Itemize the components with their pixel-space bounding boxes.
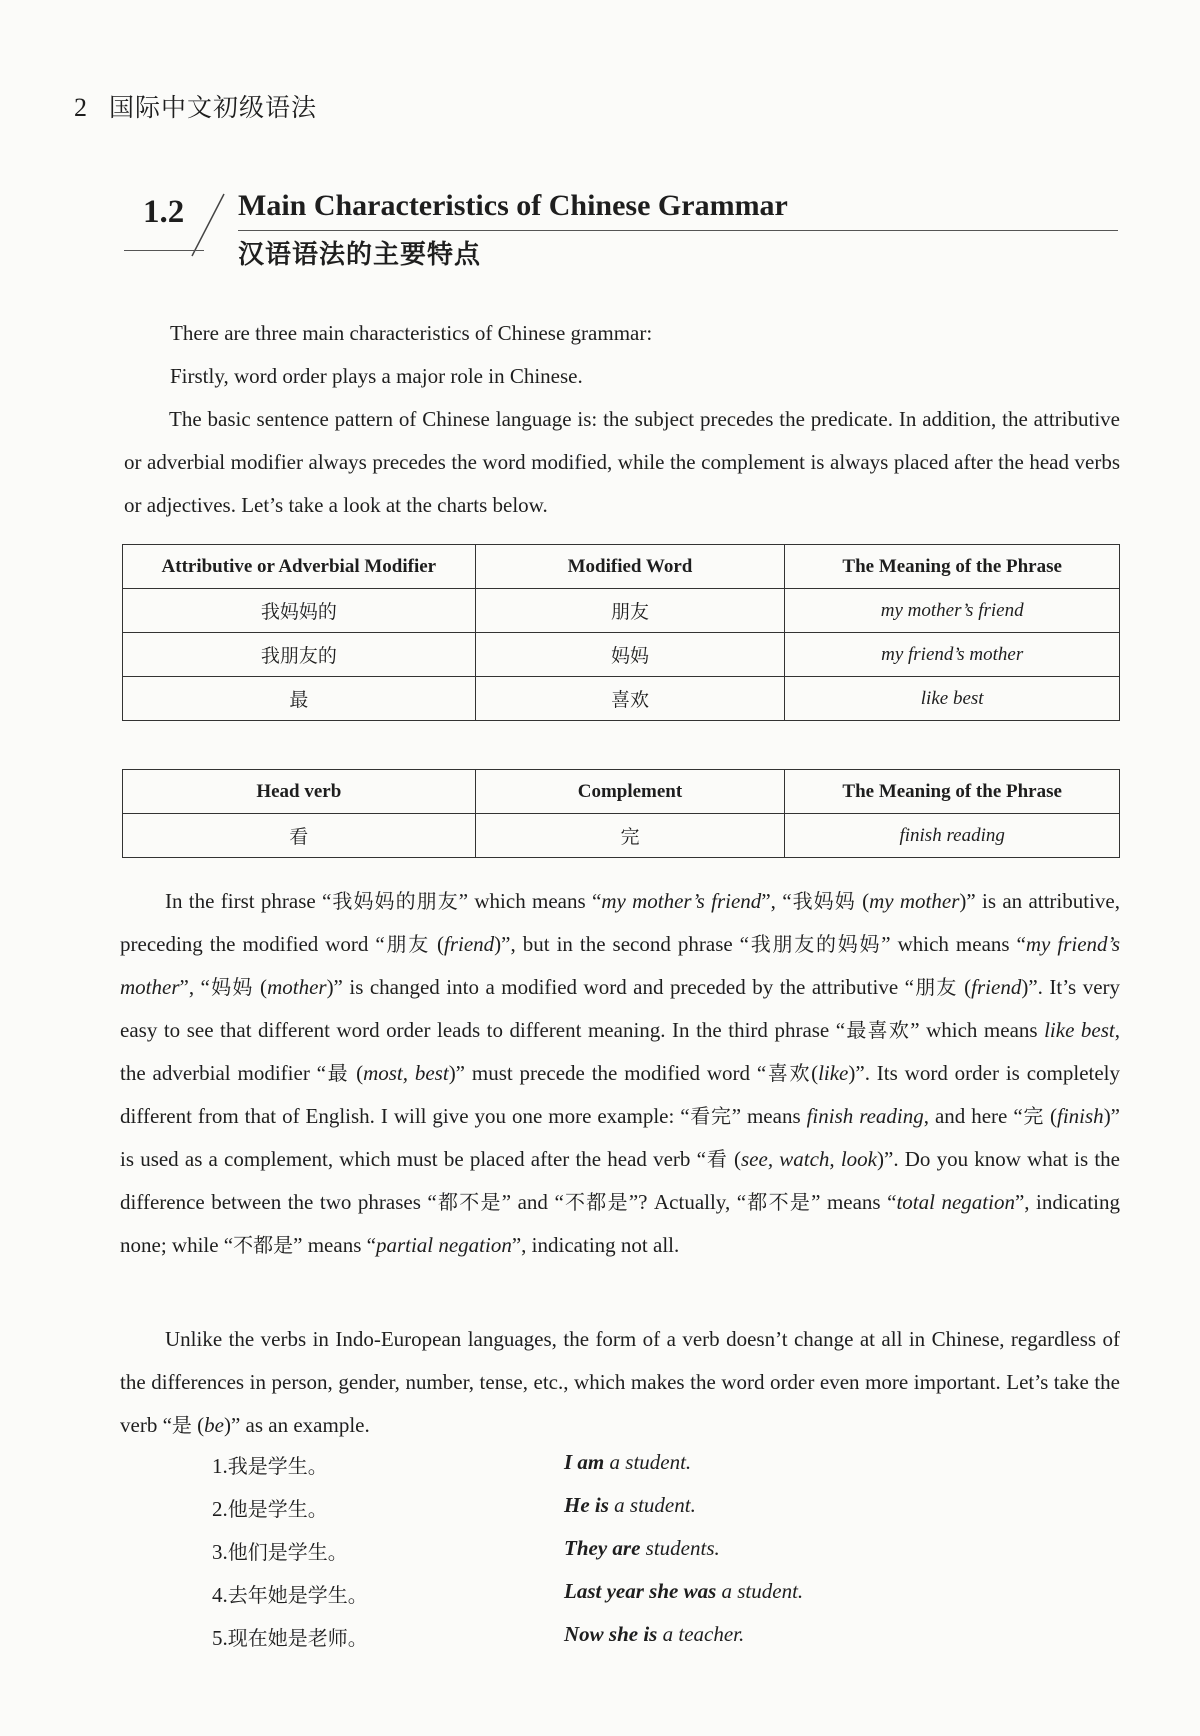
chinese-text: 是 [171, 1413, 192, 1437]
table-header-row [123, 770, 1120, 814]
chinese-text: 不都是 [563, 1190, 629, 1214]
italic-term: partial negation [375, 1233, 512, 1257]
table-row [123, 589, 1120, 633]
intro-line-2: Firstly, word order plays a major role in Chinese. [170, 364, 583, 388]
text-run: ”, indicating none; while “ [120, 1190, 1121, 1257]
text-run: , the adverbial modifier “ [120, 1018, 1121, 1085]
modifier-table [122, 544, 1120, 721]
example-number: 4. [212, 1583, 228, 1607]
italic-term: friend [444, 932, 495, 956]
example-number: 2. [212, 1497, 228, 1521]
table-cell: 我妈妈的 [123, 589, 476, 633]
explanation-paragraph [120, 880, 1120, 1267]
chinese-text: 朋友 [913, 975, 958, 999]
italic-term: friend [971, 975, 1022, 999]
example-chinese: 他是学生。 [227, 1497, 328, 1521]
book-title: 国际中文初级语法 [109, 93, 318, 122]
text-run: ( [191, 1413, 205, 1437]
chinese-text: 我妈妈 [791, 889, 856, 913]
text-run: In the first phrase “ [165, 889, 332, 913]
chinese-text: 都不是 [746, 1190, 812, 1214]
example-number: 3. [212, 1540, 228, 1564]
example-sentence [212, 1493, 696, 1522]
italic-term: finish reading [806, 1104, 924, 1128]
italic-term: my mother [869, 889, 960, 913]
example-english-rest: a student. [608, 1493, 696, 1517]
italic-term: like best [1044, 1018, 1115, 1042]
chinese-text: 看 [705, 1147, 728, 1171]
chinese-text: 我朋友的妈妈 [749, 932, 882, 956]
italic-term: finish [1057, 1104, 1104, 1128]
text-run: )” is changed into a modified word and preceded by the attributive “ [326, 975, 914, 999]
example-english-emphasis: Last year she was [564, 1579, 717, 1603]
page-number: 2 [74, 93, 87, 122]
example-english [564, 1579, 803, 1604]
italic-term: see, watch, look [741, 1147, 877, 1171]
italic-term: be [204, 1413, 224, 1437]
table-cell: my mother’s friend [785, 589, 1120, 633]
table-header-cell: Attributive or Adverbial Modifier [123, 545, 476, 589]
italic-term: like [818, 1061, 849, 1085]
section-title-en: Main Characteristics of Chinese Grammar [238, 189, 788, 222]
table-cell: 喜欢 [475, 677, 785, 721]
table-cell: like best [785, 677, 1120, 721]
example-chinese: 现在她是老师。 [227, 1626, 368, 1650]
table-cell: 看 [123, 814, 476, 858]
table-row [123, 677, 1120, 721]
text-run: ( [855, 889, 870, 913]
example-english [564, 1536, 720, 1561]
heading-rule [238, 230, 1118, 231]
text-run: ” means “ [811, 1190, 897, 1214]
text-run: ” means [731, 1104, 807, 1128]
table-header-cell: The Meaning of the Phrase [785, 770, 1120, 814]
table-row [123, 633, 1120, 677]
table-header-cell: The Meaning of the Phrase [785, 545, 1120, 589]
chinese-text: 不都是 [233, 1233, 294, 1257]
example-number: 1. [212, 1454, 228, 1478]
section-title-zh: 汉语语法的主要特点 [238, 240, 482, 270]
heading-rule-left [124, 250, 204, 251]
chinese-text: 朋友 [384, 932, 430, 956]
example-sentence [212, 1622, 745, 1651]
text-run: ” which means “ [458, 889, 602, 913]
text-run: Unlike the verbs in Indo-European languages, the form of a verb doesn’t change at all in Chinese, regardless of the differences in person, gender, number, tense, etc., which makes the word order even more important. Let’s take the verb “ [120, 1327, 1120, 1437]
text-run: ”, indicating not all. [511, 1233, 680, 1257]
example-english-emphasis: Now she is [564, 1622, 658, 1646]
table-cell: 最 [123, 677, 476, 721]
text-run: ( [253, 975, 268, 999]
text-run: ( [349, 1061, 364, 1085]
example-english [564, 1493, 696, 1518]
text-run: ”, “ [761, 889, 792, 913]
table-header-cell: Head verb [123, 770, 476, 814]
example-sentence [212, 1536, 720, 1565]
chinese-text: 喜欢 [766, 1061, 812, 1085]
example-english-rest: a student. [604, 1450, 692, 1474]
table-header-row [123, 545, 1120, 589]
example-english-emphasis: They are [564, 1536, 641, 1560]
verb-form-paragraph [120, 1318, 1120, 1447]
intro-line-1: There are three main characteristics of Chinese grammar: [170, 321, 653, 345]
example-english [564, 1450, 691, 1475]
chinese-text: 都不是 [436, 1190, 502, 1214]
example-english-rest: a student. [716, 1579, 804, 1603]
table-cell: finish reading [785, 814, 1120, 858]
example-english-emphasis: He is [564, 1493, 609, 1517]
example-english-rest: students. [640, 1536, 720, 1560]
text-run: )”. Do you know what is the difference between the two phrases “ [120, 1147, 1120, 1214]
chinese-text: 我妈妈的朋友 [331, 889, 459, 913]
text-run: ( [430, 932, 444, 956]
italic-term: total negation [896, 1190, 1015, 1214]
text-run: ” and “ [501, 1190, 564, 1214]
italic-term: my mother’s friend [601, 889, 762, 913]
example-chinese: 去年她是学生。 [227, 1583, 368, 1607]
table-cell: 朋友 [475, 589, 785, 633]
example-chinese: 他们是学生。 [227, 1540, 348, 1564]
text-run: )”. Its word order is completely different from that of English. I will give you one more example: “ [120, 1061, 1121, 1128]
text-run: )” is used as a complement, which must be placed after the head verb “ [120, 1104, 1121, 1171]
text-run: ( [1044, 1104, 1057, 1128]
text-run: ( [957, 975, 972, 999]
italic-term: most, best [363, 1061, 449, 1085]
text-run: ( [811, 1061, 819, 1085]
chinese-text: 妈妈 [209, 975, 254, 999]
example-chinese: 我是学生。 [227, 1454, 328, 1478]
text-run: ” which means “ [881, 932, 1026, 956]
text-run: )” is an attributive, preceding the modified word “ [120, 889, 1121, 956]
table-cell: 完 [475, 814, 785, 858]
chinese-text: 最 [326, 1061, 350, 1085]
table-cell: my friend’s mother [785, 633, 1120, 677]
text-run: ( [727, 1147, 741, 1171]
text-run: )” as an example. [223, 1413, 370, 1437]
example-sentence [212, 1450, 692, 1479]
text-run: ” which means [910, 1018, 1045, 1042]
table-header-cell: Complement [475, 770, 785, 814]
table-cell: 我朋友的 [123, 633, 476, 677]
table-header-cell: Modified Word [475, 545, 785, 589]
example-english-rest: a teacher. [657, 1622, 745, 1646]
chinese-text: 完 [1022, 1104, 1045, 1128]
running-header [74, 88, 317, 124]
example-sentence [212, 1579, 804, 1608]
chinese-text: 看完 [689, 1104, 732, 1128]
text-run: ”? Actually, “ [628, 1190, 747, 1214]
italic-term: my friend’s mother [120, 932, 1120, 999]
text-run: ” means “ [293, 1233, 376, 1257]
complement-table [122, 769, 1120, 858]
text-run: ”, “ [179, 975, 210, 999]
chinese-text: 最喜欢 [845, 1018, 911, 1042]
table-cell: 妈妈 [475, 633, 785, 677]
text-run: )” must precede the modified word “ [448, 1061, 767, 1085]
text-run: )”. It’s very easy to see that different word order leads to different meaning. In the third phrase “ [120, 975, 1121, 1042]
example-english [564, 1622, 744, 1647]
example-number: 5. [212, 1626, 228, 1650]
intro-paragraph: The basic sentence pattern of Chinese language is: the subject precedes the predicate. In addition, the attributive or adverbial modifier always precedes the word modified, while the complement is always placed after the head verbs or adjectives. Let’s take a look at the charts below. [124, 407, 1120, 517]
text-run: )”, but in the second phrase “ [494, 932, 750, 956]
example-english-emphasis: I am [564, 1450, 605, 1474]
table-row [123, 814, 1120, 858]
italic-term: mother [267, 975, 327, 999]
section-number: 1.2 [143, 194, 185, 230]
text-run: , and here “ [923, 1104, 1023, 1128]
